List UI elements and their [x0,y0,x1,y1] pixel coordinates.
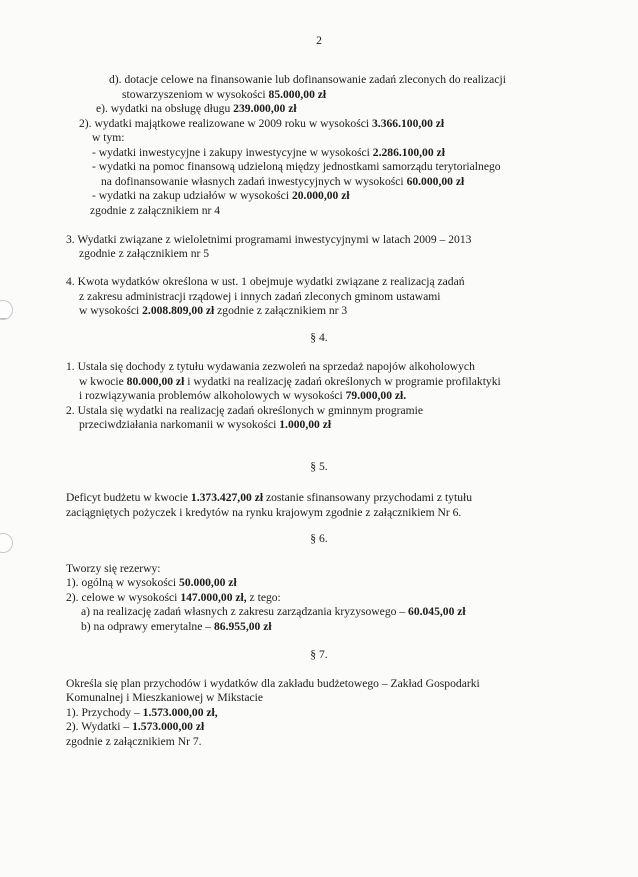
amount: 79.000,00 zł. [345,389,407,402]
bullet-investments: - wydatki inwestycyjne i zakupy inwestycyjne w wysokości 2.286.100,00 zł [92,146,445,159]
annex-7-ref: zgodnie z załącznikiem Nr 7. [66,735,202,748]
amount: 1.573.000,00 zł [132,720,205,733]
amount: 20.000,00 zł [291,189,350,202]
s5-line1: Deficyt budżetu w kwocie 1.373.427,00 zł zostanie sfinansowany przychodami z tytułu [66,491,473,504]
s4-para-2-line1: 2. Ustala się wydatki na realizację zadań określonych w gminnym programie [66,404,424,417]
s5-line2: zaciągniętych pożyczek i kredytów na rynku krajowym zgodnie z załącznikiem Nr 6. [66,506,462,519]
amount: 60.000,00 zł [406,175,465,188]
section-4-heading: § 4. [310,331,328,344]
w-tym-label: w tym: [92,131,125,144]
s6-reserve-b: b) na odprawy emerytalne – 86.955,00 zł [81,620,272,633]
s4-para-2-line2: przeciwdziałania narkomanii w wysokości 1.000,00 zł [79,418,332,431]
s6-reserve-targeted: 2). celowe w wysokości 147.000,00 zł, z tego: [66,591,281,604]
annex-4-ref: zgodnie z załącznikiem nr 4 [90,204,221,217]
amount: 1.000,00 zł [279,418,332,431]
item-d-line1: d). dotacje celowe na finansowanie lub dofinansowanie zadań zleconych do realizacji [109,73,506,86]
amount: 1.573.000,00 zł, [142,706,218,719]
amount: 147.000,00 zł, [180,591,247,604]
amount: 2.008.809,00 zł [142,304,215,317]
amount: 85.000,00 zł [268,88,327,101]
s6-reserve-general: 1). ogólną w wysokości 50.000,00 zł [66,576,237,589]
s4-para-1-line3: i rozwiązywania problemów alkoholowych w wysokości 79.000,00 zł. [79,389,407,402]
s7-line2: Komunalnej i Mieszkaniowej w Mikstacie [66,691,264,704]
para-4-line3: w wysokości 2.008.809,00 zł zgodnie z załącznikiem nr 3 [79,304,348,317]
page-number: 2 [316,34,322,47]
bullet-financial-aid-line1: - wydatki na pomoc finansową udzieloną między jednostkami samorządu terytorialnego [92,160,501,173]
amount: 60.045,00 zł [408,605,466,618]
punch-hole [0,300,13,320]
para-3-line1: 3. Wydatki związane z wieloletnimi programami inwestycyjnymi w latach 2009 – 2013 [66,233,472,246]
item-2-capital-expenditure: 2). wydatki majątkowe realizowane w 2009 roku w wysokości 3.366.100,00 zł [79,117,445,130]
para-4-line2: z zakresu administracji rządowej i innych zadań zleconych gminom ustawami [79,290,441,303]
para-4-line1: 4. Kwota wydatków określona w ust. 1 obejmuje wydatki związane z realizacją zadań [66,275,465,288]
s6-intro: Tworzy się rezerwy: [66,562,161,575]
bullet-shares: - wydatki na zakup udziałów w wysokości 20.000,00 zł [92,189,350,202]
amount: 2.286.100,00 zł [372,146,445,159]
s7-revenue: 1). Przychody – 1.573.000,00 zł, [66,706,218,719]
section-6-heading: § 6. [310,532,328,545]
para-3-line2: zgodnie z załącznikiem nr 5 [79,247,210,260]
amount: 239.000,00 zł [233,102,297,115]
s4-para-1-line2: w kwocie 80.000,00 zł i wydatki na realizację zadań określonych w programie profilaktyki [79,375,501,388]
amount: 80.000,00 zł [126,375,185,388]
amount: 3.366.100,00 zł [372,117,445,130]
item-e: e). wydatki na obsługę długu 239.000,00 zł [96,102,297,115]
bullet-financial-aid-line2: na dofinansowanie własnych zadań inwestycyjnych w wysokości 60.000,00 zł [101,175,465,188]
section-5-heading: § 5. [310,460,328,473]
s7-expenses: 2). Wydatki – 1.573.000,00 zł [66,720,205,733]
section-7-heading: § 7. [310,648,328,661]
amount: 86.955,00 zł [213,620,272,633]
s7-line1: Określa się plan przychodów i wydatków dla zakładu budżetowego – Zakład Gospodarki [66,677,480,690]
edge-mark [0,318,6,319]
s4-para-1-line1: 1. Ustala się dochody z tytułu wydawania zezwoleń na sprzedaż napojów alkoholowych [66,360,475,373]
s6-reserve-a: a) na realizację zadań własnych z zakresu zarządzania kryzysowego – 60.045,00 zł [81,605,466,618]
item-d-line2: stowarzyszeniom w wysokości 85.000,00 zł [122,88,327,101]
amount: 50.000,00 zł [179,576,237,589]
amount: 1.373.427,00 zł [190,491,264,504]
